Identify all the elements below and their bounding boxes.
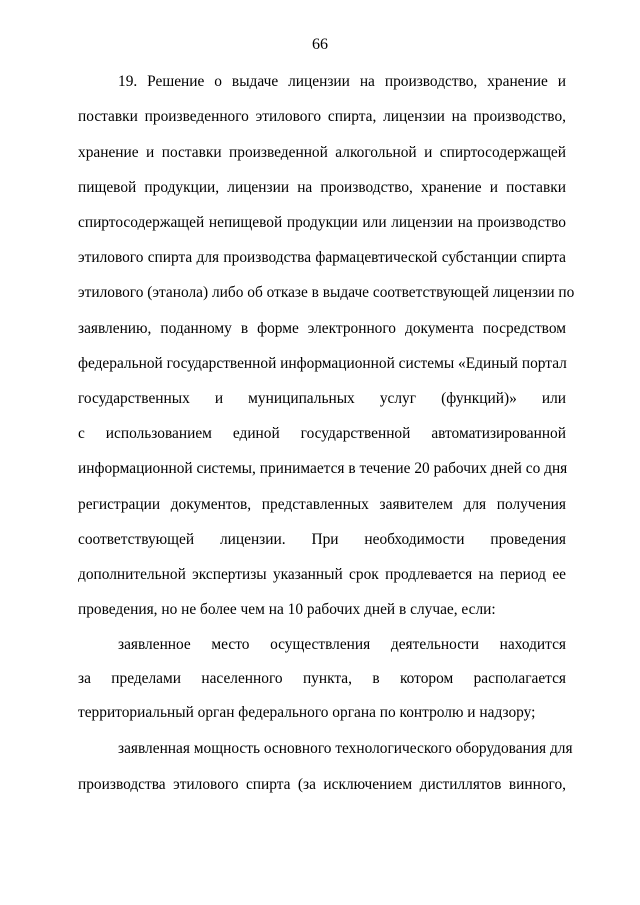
text-line: этилового спирта для производства фармацевтической субстанции спирта: [78, 249, 566, 266]
text-line: заявленная мощность основного технологического оборудования для: [118, 740, 573, 757]
text-line: пищевой продукции, лицензии на производство, хранение и поставки: [78, 179, 566, 196]
text-line: соответствующей лицензии. При необходимости проведения: [78, 531, 566, 548]
text-line: производства этилового спирта (за исключением дистиллятов винного,: [78, 776, 566, 793]
text-line: территориальный орган федерального органа по контролю и надзору;: [78, 704, 536, 721]
text-line: проведения, но не более чем на 10 рабочих дней в случае, если:: [78, 601, 496, 618]
text-line: регистрации документов, представленных заявителем для получения: [78, 496, 566, 513]
text-line: поставки произведенного этилового спирта, лицензии на производство,: [78, 108, 566, 125]
text-line: заявленное место осуществления деятельности находится: [118, 636, 566, 653]
text-line: заявлению, поданному в форме электронного документа посредством: [78, 320, 566, 337]
text-line: государственных и муниципальных услуг (функций)» или: [78, 390, 566, 407]
text-line: за пределами населенного пункта, в котором располагается: [78, 670, 566, 687]
text-line: хранение и поставки произведенной алкогольной и спиртосодержащей: [78, 144, 566, 161]
page-number: 66: [312, 36, 328, 53]
text-line: спиртосодержащей непищевой продукции или лицензии на производство: [78, 214, 566, 231]
text-line: с использованием единой государственной автоматизированной: [78, 425, 566, 442]
text-line: этилового (этанола) либо об отказе в выдаче соответствующей лицензии по: [78, 284, 575, 301]
text-line: информационной системы, принимается в течение 20 рабочих дней со дня: [78, 460, 568, 477]
text-line: 19. Решение о выдаче лицензии на производство, хранение и: [118, 73, 566, 90]
text-line: федеральной государственной информационной системы «Единый портал: [78, 355, 567, 372]
text-line: дополнительной экспертизы указанный срок продлевается на период ее: [78, 566, 566, 583]
